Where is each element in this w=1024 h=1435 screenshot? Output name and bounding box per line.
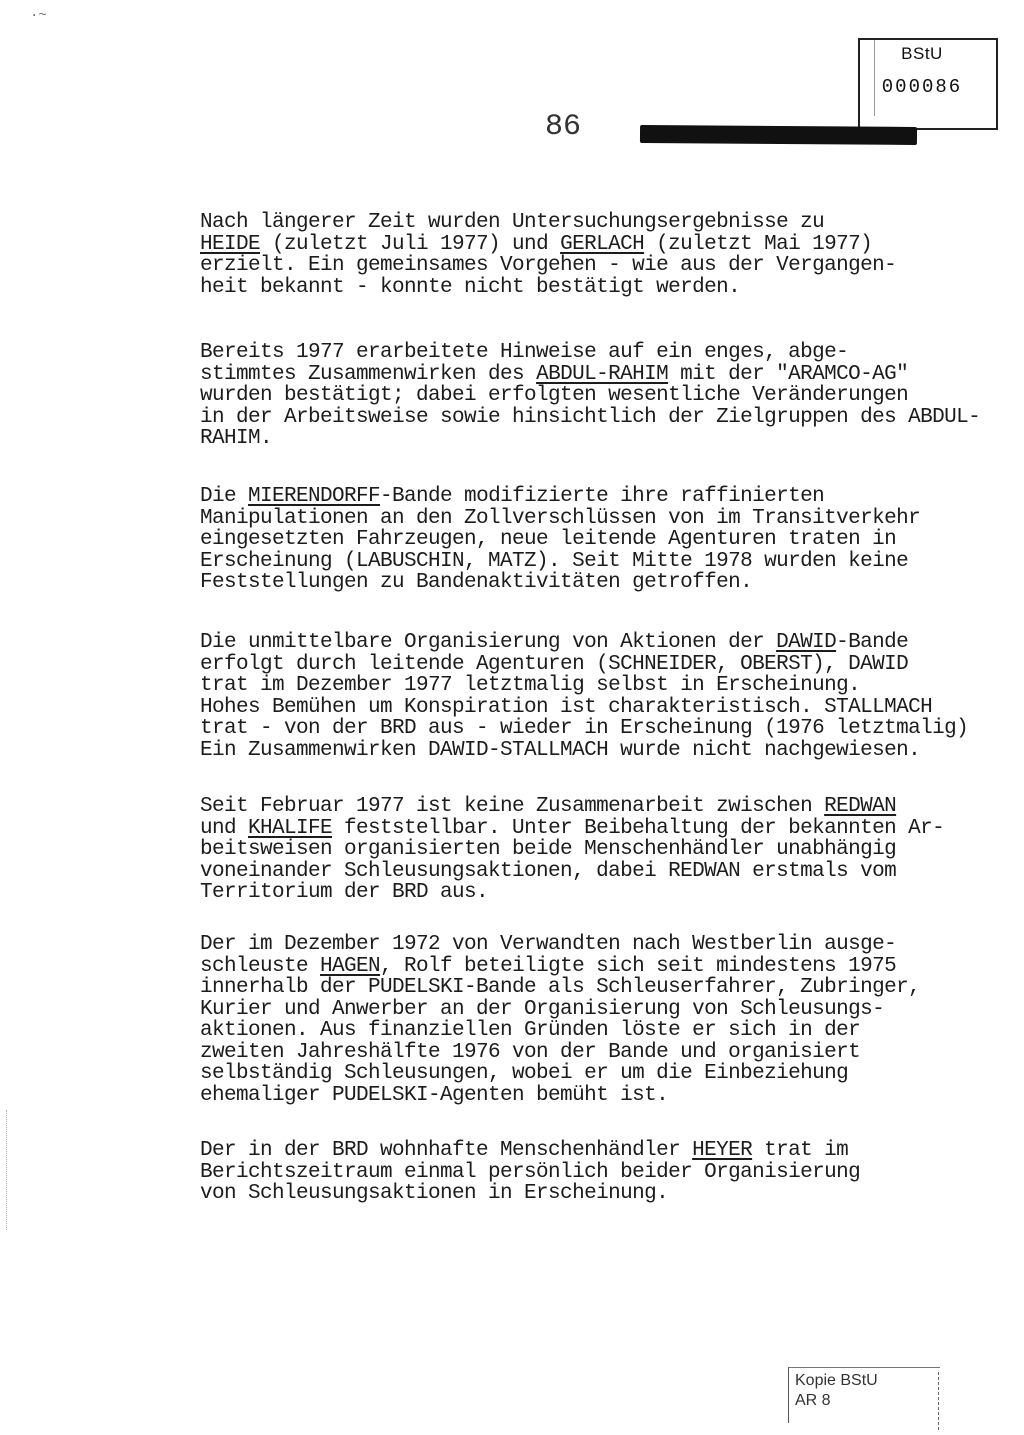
text-line — [200, 1020, 980, 1042]
text-line — [200, 882, 980, 904]
stamp-org: BStU — [901, 44, 943, 63]
text-segment: Berichtszeitraum einmal persönlich beider Organisierung — [200, 1160, 861, 1184]
text-line — [200, 839, 980, 861]
text-segment: von Schleusungsaktionen in Erscheinung. — [200, 1182, 669, 1205]
text-segment: RAHIM. — [200, 427, 273, 450]
margin-mark — [6, 1110, 7, 1230]
text-line — [200, 675, 980, 697]
text-segment: mit der "ARAMCO-AG" — [668, 362, 909, 386]
text-segment: feststellbar. Unter Beibehaltung der bekannten Ar- — [332, 816, 945, 840]
copy-stamp — [788, 1367, 940, 1423]
paragraph — [200, 1140, 980, 1205]
text-line — [200, 486, 980, 508]
text-segment: Ein Zusammenwirken DAWID-STALLMACH wurde nicht nachgewiesen. — [200, 738, 921, 762]
text-segment: -Bande — [836, 631, 909, 654]
text-segment: -Bande modifizierte ihre raffinierten — [380, 485, 825, 508]
text-segment: Der in der BRD wohnhafte Menschenhändler — [200, 1139, 693, 1162]
text-segment: , Rolf beteiligte sich seit mindestens 1975 — [380, 954, 897, 978]
text-line — [200, 428, 980, 450]
text-segment: Nach längerer Zeit wurden Untersuchungsergebnisse zu — [200, 211, 825, 234]
paragraph — [200, 934, 980, 1106]
text-segment: beitsweisen organisierten beide Menschenhändler unabhängig — [200, 838, 897, 861]
paragraph — [200, 796, 980, 904]
text-segment: Kurier und Anwerber an der Organisierung von Schleusungs- — [200, 997, 885, 1021]
text-segment: voneinander Schleusungsaktionen, dabei REDWAN erstmals vom — [200, 859, 897, 883]
text-segment: Die — [200, 485, 249, 508]
text-segment: Feststellungen zu Bandenaktivitäten getroffen. — [200, 571, 753, 594]
text-segment: eingesetzten Fahrzeugen, neue leitende Agenturen traten in — [200, 528, 897, 551]
text-line — [200, 956, 980, 978]
text-segment: Territorium der BRD aus. — [200, 881, 489, 904]
paragraph — [200, 486, 980, 594]
text-segment: heit bekannt - konnte nicht bestätigt werden. — [200, 275, 741, 299]
text-segment: erfolgt durch leitende Agenturen (SCHNEIDER, OBERST), DAWID — [200, 652, 909, 676]
text-line — [200, 1183, 980, 1205]
text-segment: Bereits 1977 erarbeitete Hinweise auf ein enges, abge- — [200, 341, 849, 364]
text-segment: aktionen. Aus finanziellen Gründen löste er sich in der — [200, 1019, 861, 1042]
underlined-name: MIERENDORFF — [248, 485, 381, 508]
text-line — [200, 255, 980, 277]
underlined-name: HAGEN — [320, 954, 381, 978]
text-segment: Manipulationen an den Zollverschlüssen von im Transitverkehr — [200, 506, 921, 530]
corner-mark: ·~ — [30, 8, 47, 24]
text-line — [200, 508, 980, 530]
text-line — [200, 1085, 980, 1107]
text-segment: Der im Dezember 1972 von Verwandten nach Westberlin ausge- — [200, 933, 897, 956]
text-segment: Seit Februar 1977 ist keine Zusammenarbeit zwischen — [200, 795, 825, 818]
underlined-name: HEIDE — [200, 232, 261, 256]
text-line — [200, 796, 980, 818]
paragraph — [200, 342, 980, 450]
underlined-name: ABDUL-RAHIM — [536, 362, 669, 386]
text-segment: Hohes Bemühen um Konspiration ist charakteristisch. STALLMACH — [200, 695, 933, 719]
text-segment: zweiten Jahreshälfte 1976 von der Bande und organisiert — [200, 1040, 861, 1064]
text-line — [200, 529, 980, 551]
text-line — [200, 1042, 980, 1064]
text-line — [200, 407, 980, 429]
paragraph — [200, 212, 980, 298]
underlined-name: DAWID — [776, 631, 837, 654]
text-line — [200, 977, 980, 999]
text-segment: Erscheinung (LABUSCHIN, MATZ). Seit Mitte 1978 wurden keine — [200, 549, 909, 573]
underlined-name: KHALIFE — [248, 816, 333, 840]
text-segment: (zuletzt Juli 1977) und — [260, 232, 561, 256]
text-segment: stimmtes Zusammenwirken des — [200, 362, 537, 386]
text-line — [200, 697, 980, 719]
text-line — [200, 934, 980, 956]
text-line — [200, 572, 980, 594]
text-line — [200, 364, 980, 386]
copy-stamp-line1: Kopie BStU — [795, 1372, 878, 1389]
text-line — [200, 385, 980, 407]
text-segment: trat im Dezember 1977 letztmalig selbst in Erscheinung. — [200, 674, 861, 697]
text-segment: erzielt. Ein gemeinsames Vorgehen - wie aus der Vergangen- — [200, 254, 897, 277]
stamp-number: 000086 — [881, 76, 963, 98]
archive-stamp — [858, 38, 998, 130]
paragraph — [200, 632, 980, 761]
text-segment: ehemaliger PUDELSKI-Agenten bemüht ist. — [200, 1083, 669, 1107]
text-segment: schleuste — [200, 954, 321, 978]
text-line — [200, 212, 980, 234]
text-line — [200, 654, 980, 676]
underlined-name: HEYER — [692, 1139, 753, 1162]
text-line — [200, 740, 980, 762]
text-line — [200, 551, 980, 573]
page-number: 86 — [545, 110, 582, 144]
text-segment: trat - von der BRD aus - wieder in Erscheinung (1976 letztmalig) — [200, 717, 969, 740]
text-line — [200, 1162, 980, 1184]
text-segment: innerhalb der PUDELSKI-Bande als Schleuserfahrer, Zubringer, — [200, 976, 921, 999]
text-segment: (zuletzt Mai 1977) — [644, 232, 873, 256]
text-line — [200, 277, 980, 299]
text-segment: selbständig Schleusungen, wobei er um die Einbeziehung — [200, 1062, 849, 1085]
text-line — [200, 818, 980, 840]
text-segment: und — [200, 816, 249, 840]
text-segment: wurden bestätigt; dabei erfolgten wesentliche Veränderungen — [200, 384, 909, 407]
text-segment: Die unmittelbare Organisierung von Aktionen der — [200, 631, 777, 654]
text-line — [200, 1063, 980, 1085]
redaction-bar — [640, 125, 917, 145]
copy-stamp-line2: AR 8 — [795, 1392, 831, 1409]
text-segment: trat im — [752, 1139, 849, 1162]
text-line — [200, 1140, 980, 1162]
text-line — [200, 234, 980, 256]
underlined-name: REDWAN — [824, 795, 897, 818]
underlined-name: GERLACH — [560, 232, 645, 256]
text-line — [200, 718, 980, 740]
text-segment: in der Arbeitsweise sowie hinsichtlich der Zielgruppen des ABDUL- — [200, 405, 981, 429]
text-line — [200, 861, 980, 883]
text-line — [200, 342, 980, 364]
text-line — [200, 632, 980, 654]
text-line — [200, 999, 980, 1021]
copy-stamp-edge — [938, 1372, 939, 1430]
